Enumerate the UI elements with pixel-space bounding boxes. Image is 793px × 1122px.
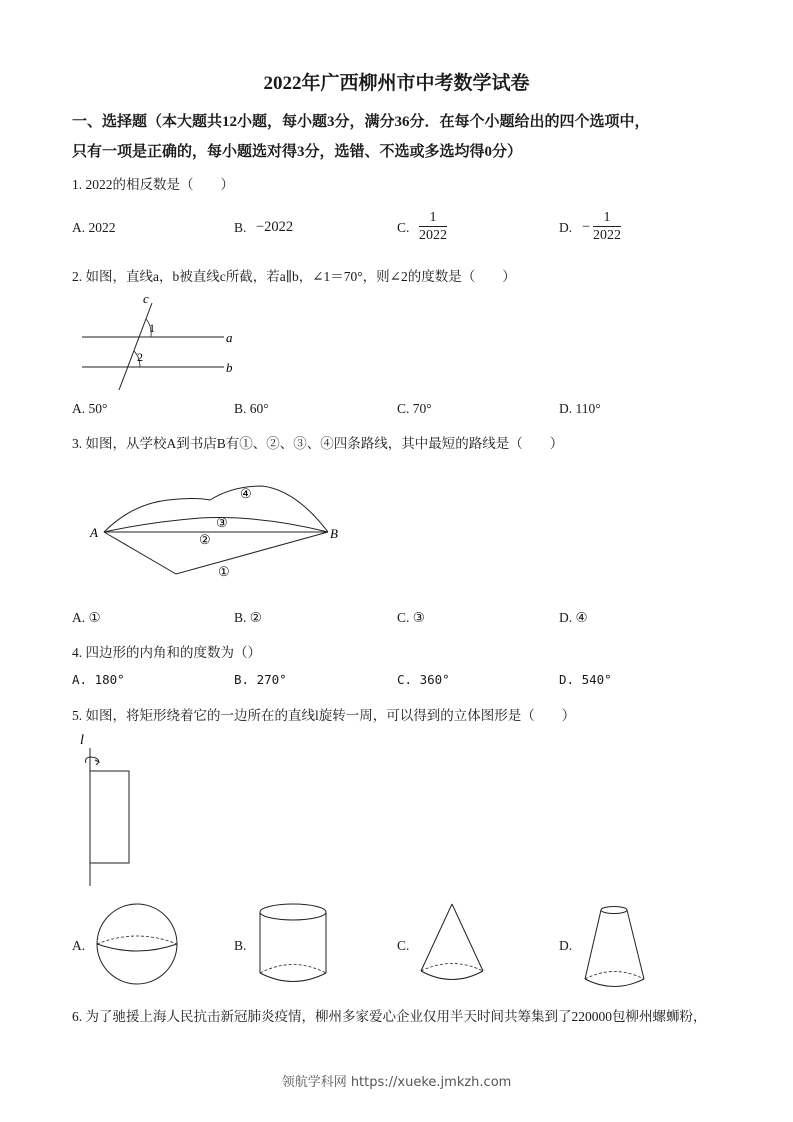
question-2-option-c: C. 70°	[397, 401, 432, 416]
fraction-denominator: 2022	[419, 228, 447, 243]
question-5-stem: 5. 如图，将矩形绕着它的一边所在的直线l旋转一周，可以得到的立体图形是（ ）	[72, 708, 576, 723]
rectangle	[90, 771, 129, 863]
route-3-label: ③	[216, 515, 228, 530]
route-1-label: ①	[218, 564, 230, 579]
question-5-option-d-label: D.	[559, 938, 573, 953]
question-3-option-d: D. ④	[559, 610, 588, 625]
question-4-option-a: A. 180°	[72, 672, 125, 687]
question-4-option-c: C. 360°	[397, 672, 450, 687]
question-5-option-a-label: A.	[72, 938, 86, 953]
footer-source: 领航学科网 https://xueke.jmkzh.com	[281, 1075, 512, 1090]
question-4-option-b: B. 270°	[234, 672, 287, 687]
rotation-arrow-icon	[86, 757, 100, 765]
angle-2-label: 2	[137, 350, 143, 364]
question-4-stem: 4. 四边形的内角和的度数为（）	[72, 645, 261, 660]
line-a-label: a	[226, 330, 233, 345]
angle-1-label: 1	[149, 321, 155, 335]
exam-title: 2022年广西柳州市中考数学试卷	[263, 73, 530, 94]
option-b-cylinder	[260, 904, 326, 982]
point-a-label: A	[90, 525, 98, 540]
question-6-stem: 6. 为了驰援上海人民抗击新冠肺炎疫情，柳州多家爱心企业仅用半天时间共筹集到了220000包柳州螺蛳粉，	[72, 1009, 707, 1024]
question-4-option-d: D. 540°	[559, 672, 612, 687]
point-b-label: B	[330, 526, 338, 541]
question-5-option-b-label: B.	[234, 938, 247, 953]
question-5-option-c-label: C.	[397, 938, 410, 953]
question-1-option-d-label: D.	[559, 220, 573, 235]
question-1-option-d-sign: −	[582, 219, 591, 235]
question-3-option-c: C. ③	[397, 610, 425, 625]
question-3-option-a: A. ①	[72, 610, 101, 625]
question-1-stem: 1. 2022的相反数是（ ）	[72, 177, 234, 192]
section-heading-line1: 一、选择题（本大题共12小题，每小题3分，满分36分．在每个小题给出的四个选项中，	[72, 114, 650, 130]
question-3-option-b: B. ②	[234, 610, 262, 625]
question-2-option-d: D. 110°	[559, 401, 601, 416]
question-1-option-a: A. 2022	[72, 220, 116, 235]
fraction-numerator: 1	[419, 209, 447, 227]
question-2-option-a: A. 50°	[72, 401, 108, 416]
question-1-option-b-value: −2022	[256, 219, 294, 235]
line-c-label: c	[143, 291, 149, 306]
option-c-cone	[421, 904, 483, 980]
question-2-stem: 2. 如图，直线a，b被直线c所截，若a∥b，∠1＝70°，则∠2的度数是（ ）	[72, 269, 516, 284]
line-b-label: b	[226, 360, 233, 375]
section-heading-line2: 只有一项是正确的，每小题选对得3分，选错、不选或多选均得0分）	[72, 144, 523, 160]
route-4-label: ④	[240, 486, 252, 501]
route-2-label: ②	[199, 532, 211, 547]
question-2-option-b: B. 60°	[234, 401, 269, 416]
fraction-denominator: 2022	[593, 228, 621, 243]
option-d-frustum	[585, 907, 644, 987]
fraction-numerator: 1	[593, 209, 621, 227]
question-1-option-c-label: C.	[397, 220, 410, 235]
question-1-option-b-label: B.	[234, 220, 247, 235]
option-a-sphere	[97, 904, 177, 984]
axis-l-label: l	[80, 733, 84, 748]
question-3-stem: 3. 如图，从学校A到书店B有①、②、③、④四条路线，其中最短的路线是（ ）	[72, 436, 564, 451]
